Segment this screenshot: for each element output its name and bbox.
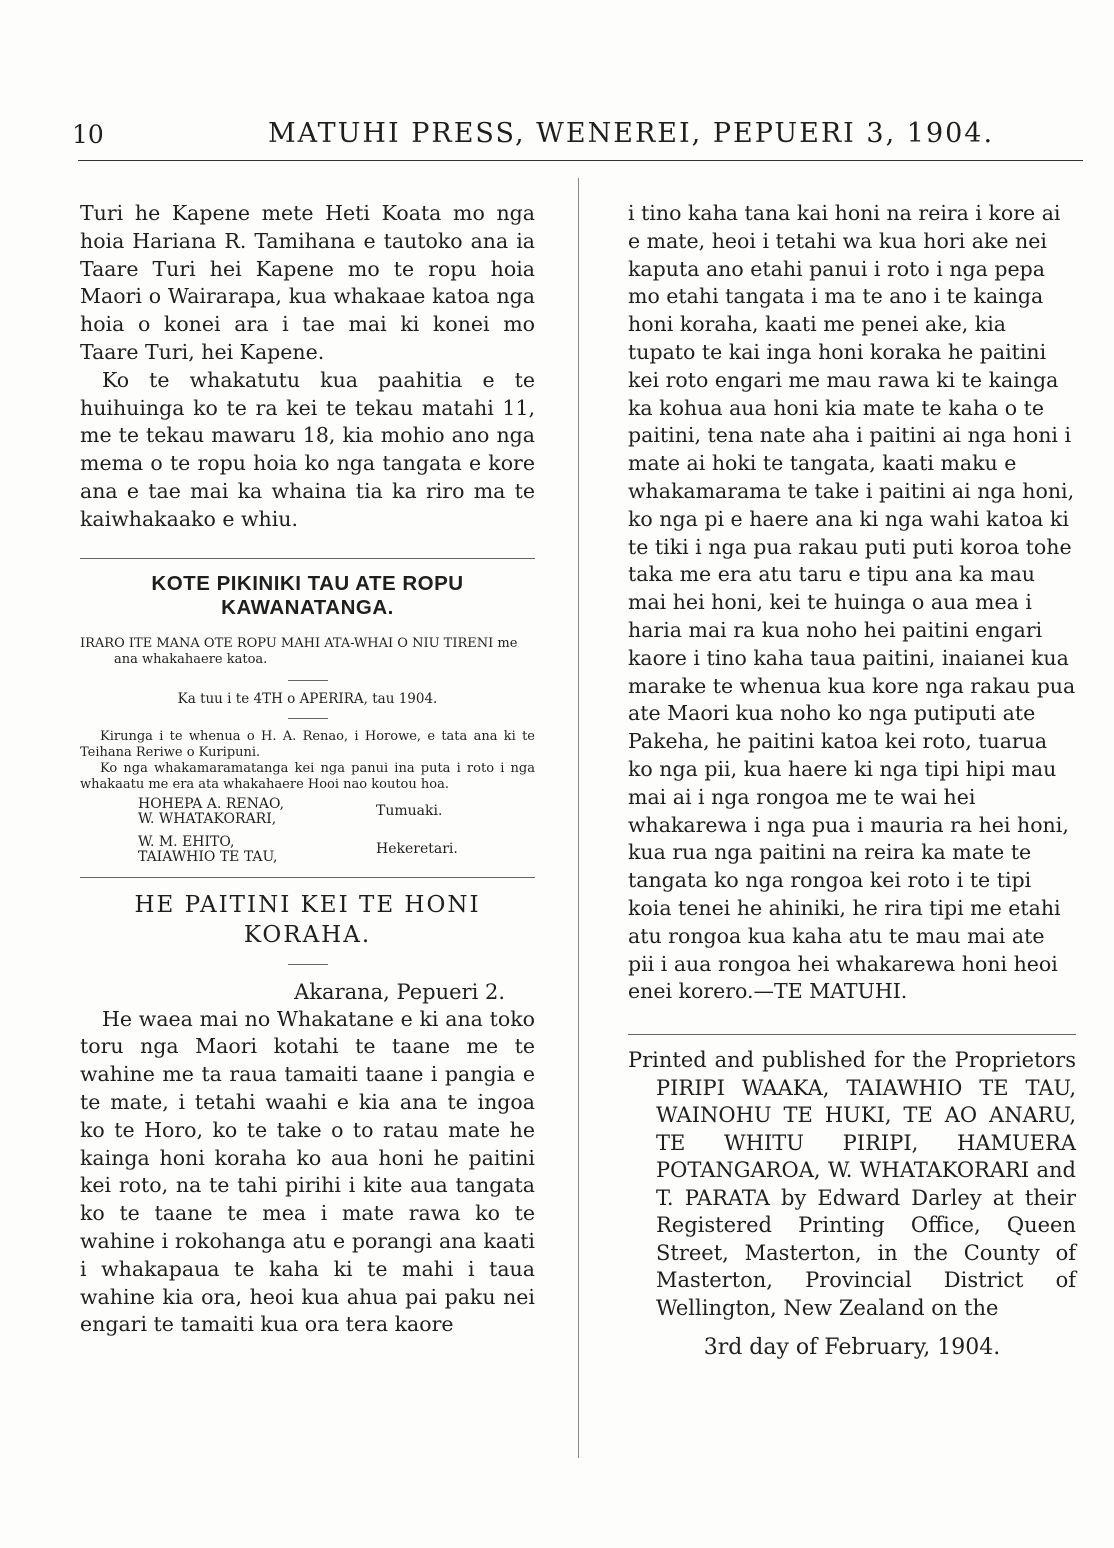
- article-continued: i tino kaha tana kai honi na reira i kore ai e mate, heoi i tetahi wa kua hori ake nei kaputa ano etahi panui i roto i nga pepa mo etahi tangata i ma te ano i te kainga honi koraha, kaati me penei ake, kia tupato te kai inga honi koraka he paitini kei roto engari me mau rawa ki te kainga ka kohua aua honi kia mate te kaha o te paitini, tena nate aha i paitini ai nga honi i mate ai hoki te tangata, kaati maku e whakamarama te take i paitini ai nga honi, ko nga pi e haere ana ki nga wahi katoa ki te tiki i nga pua rakau puti puti koroa tohe taka me era atu taru e tipu ana ka mau mai hei honi, kei te huinga o aua mea i haria mai ra kua noho hei paitini engari kaore i tino kaha taua paitini, inaianei kua marake te whenua kua kore nga rakau pua ate Maori kua noho ko nga putiputi ate Pakeha, he paitini katoa kei roto, tuarua ko nga pii, kua haere ki nga tipi hipi mau mai ai i nga rongoa me te wai hei whakarewa i nga pua i mauria ra hei honi, kua rua nga paitini na reira ka mate te tangata ko nga rongoa kei roto i te tipi koia tenei he ahiniki, he rira tipi me etahi atu rongoa kua kaha atu te mau mai ate pii i aua rongoa hei whakarewa honi heoi enei korero.: [628, 201, 1076, 1004]
- paragraph-whakatutu: Ko te whakatutu kua paahitia e te huihuinga ko te ra kei te tekau matahi 11, me te tekau mawaru 18, kia mohio ano nga mema o te ropu hoia ko nga tangata e kore ana e tae mai ka whaina tia ka riro ma te kaiwhakaako e whiu.: [80, 367, 535, 531]
- notice-title-line1: KOTE PIKINIKI TAU ATE ROPU: [151, 571, 464, 595]
- column-divider: [578, 178, 579, 1458]
- right-column: [628, 200, 1076, 1362]
- page-number: 10: [72, 120, 104, 149]
- notice-signatories-1: [80, 797, 535, 827]
- article-dateline: Akarana, Pepueri 2.: [294, 979, 505, 1004]
- signatory-name: W. M. EHITO,: [138, 833, 235, 850]
- notice-body-2: Ko nga whakamaramatanga kei nga panui ina puta i roto i nga whakaatu me era ata whakahaere Hooi nao koutou hoa.: [80, 760, 535, 792]
- signatory-name: TAIAWHIO TE TAU,: [138, 848, 278, 865]
- header-rule: [78, 160, 1083, 161]
- notice-lead: IRARO ITE MANA OTE ROPU MAHI ATA-WHAI O NIU TIRENI me ana whakahaere katoa.: [80, 635, 518, 667]
- notice-signatories-2: [80, 835, 535, 865]
- article-signoff: —TE MATUHI.: [753, 979, 908, 1004]
- masthead: MATUHI PRESS, WENEREI, PEPUERI 3, 1904.: [268, 118, 995, 149]
- notice-picnic: [80, 572, 535, 865]
- notice-title-line2: KAWANATANGA.: [221, 595, 394, 619]
- notice-date-line: Ka tuu i te 4TH o APERIRA, tau 1904.: [177, 690, 438, 707]
- signatory-name: HOHEPA A. RENAO,: [138, 795, 285, 812]
- article-honey-poison: [80, 890, 535, 1340]
- signatory-name: W. WHATAKORARI,: [138, 810, 277, 827]
- signatory-role: Tumuaki.: [376, 803, 443, 820]
- article-body: He waea mai no Whakatane e ki ana toko toru nga Maori kotahi te taane me te wahine me ta raua tamaiti taane i pangia e te mate, i tetahi waahi e kia ana te ingoa ko te Horo, ko te take o to ratau mate he kainga honi koraha ko aua honi he paitini kei roto, na te tahi pirihi i kite aua tangata ko te taane te mea i mate rawa ko te wahine i rokohanga atu e porangi ana kaati i whakapaua te kaha ki te mahi i taua wahine kia ora, heoi kua ahua pai paku nei engari te tamaiti kua ora tera kaore: [80, 1006, 535, 1337]
- notice-body-1: Kirunga i te whenua o H. A. Renao, i Horowe, e tata ana ki te Teihana Reriwe o Kuripuni.: [80, 728, 535, 760]
- imprint-date: 3rd day of February, 1904.: [703, 1335, 1001, 1361]
- article-title: HE PAITINI KEI TE HONI KORAHA.: [134, 891, 481, 948]
- imprint-text: Printed and published for the Proprietors PIRIPI WAAKA, TAIAWHIO TE TAU, WAINOHU TE HUKI, TE AO ANARU, TE WHITU PIRIPI, HAMUERA POTANGAROA, W. WHATAKORARI and T. PARATA by Edward Darley at their Registered Printing Office, Queen Street, Masterton, in the County of Masterton, Provincial District of Wellington, New Zealand on the: [628, 1048, 1076, 1320]
- paragraph-turi: Turi he Kapene mete Heti Koata mo nga hoia Hariana R. Tamihana e tautoko ana ia Taare Turi hei Kapene mo te ropu hoia Maori o Wairarapa, kua whakaae katoa nga hoia o konei ara i tae mai ki konei mo Taare Turi, hei Kapene.: [80, 201, 535, 364]
- left-column: [80, 200, 535, 1339]
- signatory-role: Hekeretari.: [376, 841, 458, 858]
- imprint-block: [628, 1047, 1076, 1322]
